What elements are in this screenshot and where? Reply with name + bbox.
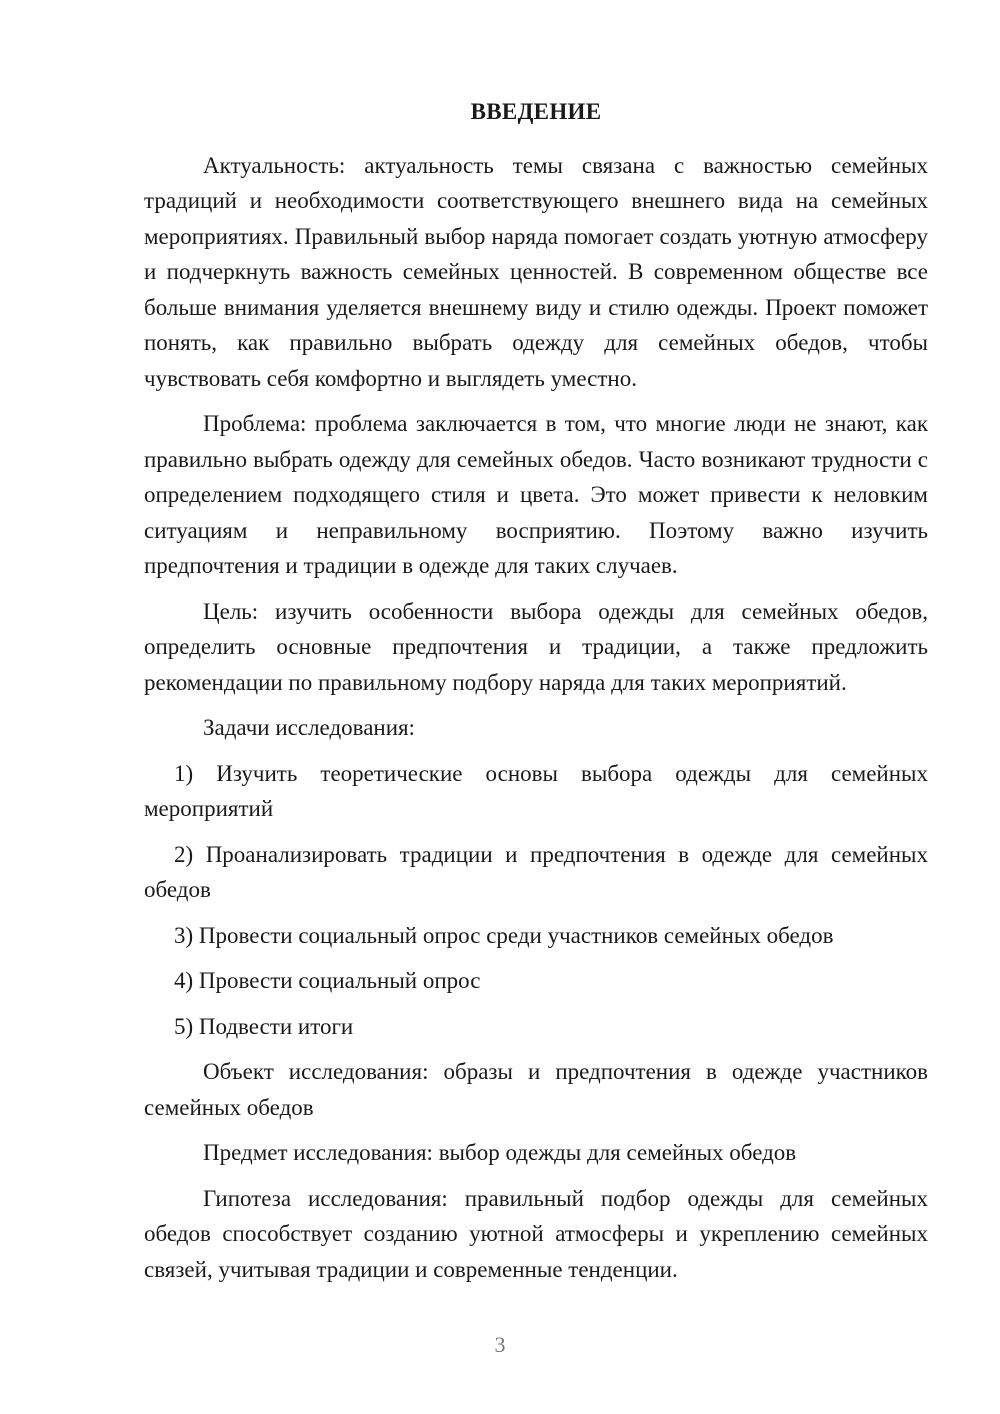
subject-paragraph: Предмет исследования: выбор одежды для семейных обедов <box>203 1140 797 1165</box>
page-title: ВВЕДЕНИЕ <box>470 99 602 124</box>
task-item-3: 3) Провести социальный опрос среди участников семейных обедов <box>174 922 834 948</box>
relevance-paragraph: Актуальность: актуальность темы связана с важностью семейных традиций и необходимости соответствующего внешнего вида на семейных мероприятиях. Правильный выбор наряда помогает создать уютную атмосферу и подчеркнуть важность семейных ценностей. В современном обществе все больше внимания уделяется внешнему виду и стилю одежды. Проект поможет понять, как правильно выбрать одежду для семейных обедов, чтобы чувствовать себя комфортно и выглядеть уместно. <box>144 152 928 391</box>
page-number: 3 <box>494 1332 506 1357</box>
task-item-5: 5) Подвести итоги <box>174 1013 354 1039</box>
problem-paragraph: Проблема: проблема заключается в том, что многие люди не знают, как правильно выбрать одежду для семейных обедов. Часто возникают трудности с определением подходящего стиля и цвета. Это может привести к неловким ситуациям и неправильному восприятию. Поэтому важно изучить предпочтения и традиции в одежде для таких случаев. <box>144 411 928 578</box>
task-item-4: 4) Провести социальный опрос <box>174 968 481 993</box>
task-item-2: 2) Проанализировать традиции и предпочтения в одежде для семейных обедов <box>144 841 928 902</box>
object-paragraph: Объект исследования: образы и предпочтения в одежде участников семейных обедов <box>144 1059 928 1120</box>
hypothesis-paragraph: Гипотеза исследования: правильный подбор одежды для семейных обедов способствует созданию уютной атмосферы и укреплению семейных связей, учитывая традиции и современные тенденции. <box>144 1185 928 1282</box>
task-item-1: 1) Изучить теоретические основы выбора одежды для семейных мероприятий <box>144 760 928 821</box>
tasks-heading: Задачи исследования: <box>203 715 416 740</box>
document-page <box>144 94 928 1297</box>
goal-paragraph: Цель: изучить особенности выбора одежды для семейных обедов, определить основные предпочтения и традиции, а также предложить рекомендации по правильному подбору наряда для таких мероприятий. <box>144 598 928 695</box>
